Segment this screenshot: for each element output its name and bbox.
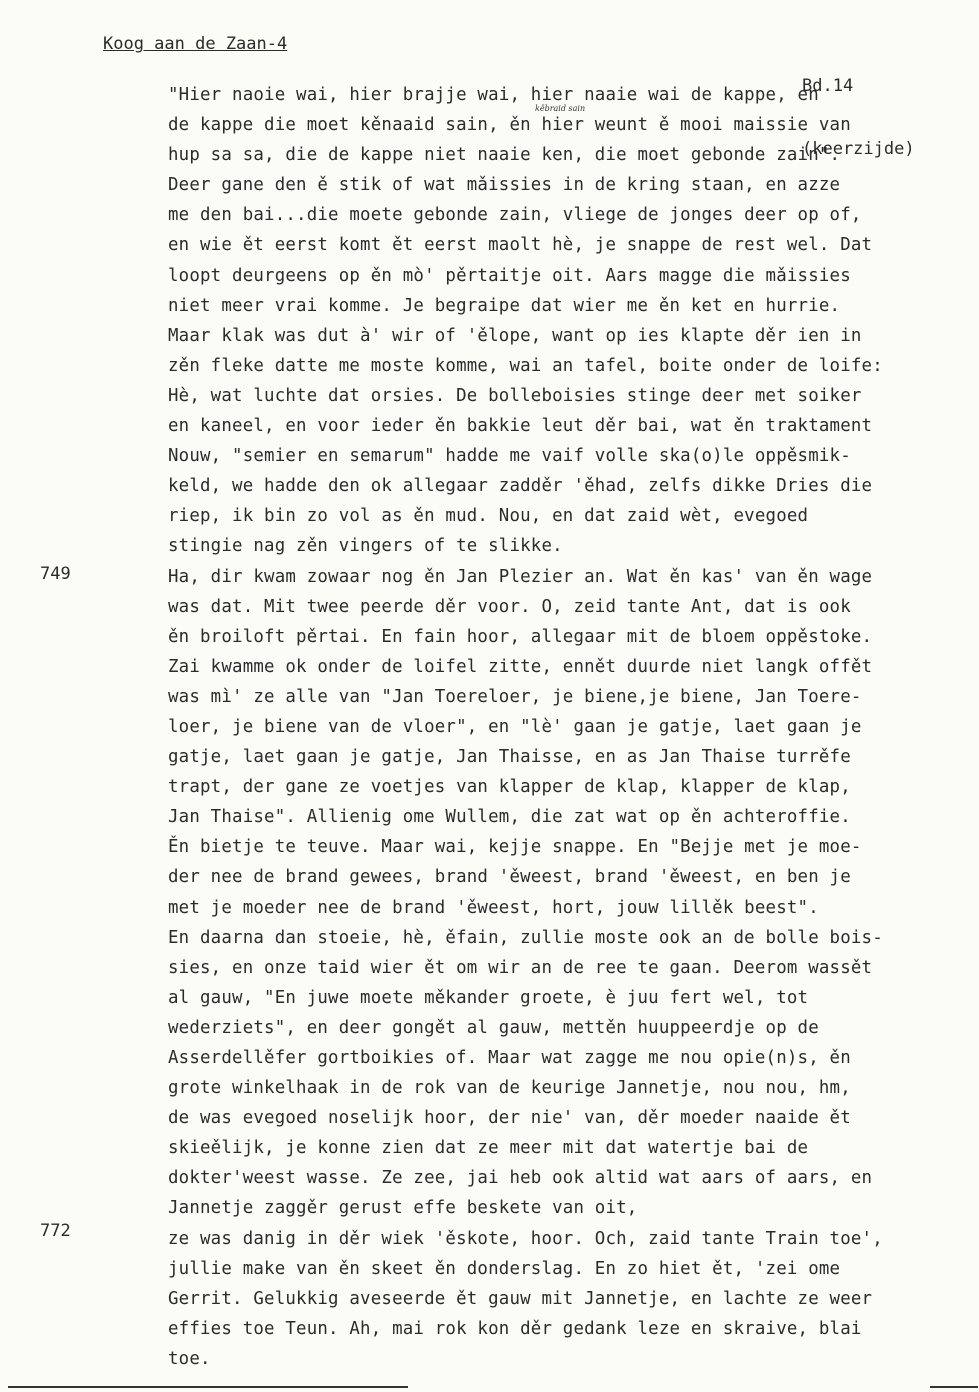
transcript-line: stingie nag zěn vingers of te slikke. [168, 536, 563, 557]
transcript-line: met je moeder nee de brand 'ěweest, hort, jouw lillěk beest". [168, 897, 819, 918]
transcript-line: Hè, wat luchte dat orsies. De bolleboisies stinge deer met soiker [168, 385, 862, 406]
transcript-line: Zai kwamme ok onder de loifel zitte, ennět duurde niet langk offět [168, 656, 873, 677]
margin-note-772: 772 [40, 1221, 71, 1241]
transcript-line: "Hier naoie wai, hier brajje wai, hier naaie wai de kappe, en [168, 85, 819, 105]
transcript-line: loopt deurgeens op ěn mò' pěrtaitje oit. Aars magge die mǎissies [168, 265, 851, 286]
volume-number: Bd.14 [802, 76, 854, 96]
transcript-line: niet meer vrai komme. Je begraipe dat wier me ěn ket en hurrie. [168, 295, 841, 316]
transcript-line: de kappe die moet kěnaaid sain, ěn hier weunt ě mooi maissie van [168, 115, 851, 136]
transcript-line: ze was danig in děr wiek 'ěskote, hoor. Och, zaid tante Train toe', [168, 1228, 883, 1249]
transcript-line: ěn broiloft pěrtai. En fain hoor, allegaar mit de bloem oppěstoke. [168, 626, 873, 647]
transcript-line: Deer gane den ě stik of wat mǎissies in de kring staan, en azze [168, 175, 841, 196]
transcript-line: hup sa sa, die de kappe niet naaie ken, die moet gebonde zain". [168, 145, 841, 166]
margin-note-749: 749 [40, 564, 71, 584]
transcript-line: Ěn bietje te teuve. Maar wai, kejje snappe. En "Bejje met je moe- [168, 837, 862, 858]
transcript-line: effies toe Teun. Ah, mai rok kon děr gedank leze en skraive, blai [168, 1318, 862, 1339]
transcript-line: en wie ět eerst komt ět eerst maolt hè, je snappe de rest wel. Dat [168, 235, 873, 256]
transcript-line: toe. [168, 1348, 211, 1369]
transcript-line: sies, en onze taid wier ět om wir an de ree te gaan. Deerom wassět [168, 957, 873, 978]
transcript-body [168, 80, 976, 1374]
page-side: (keerzijde) [802, 139, 915, 159]
transcript-line: keld, we hadde den ok allegaar zadděr 'ěhad, zelfs dikke Dries die [168, 476, 873, 497]
transcript-line: gatje, laet gaan je gatje, Jan Thaisse, en as Jan Thaise turrěfe [168, 747, 851, 768]
transcript-line: zěn fleke datte me moste komme, wai an tafel, boite onder de loife: [168, 355, 883, 376]
transcript-line: skieělijk, je konne zien dat ze meer mit dat watertje bai de [168, 1138, 809, 1159]
transcript-line: En daarna dan stoeie, hè, ěfain, zullie moste ook an de bolle bois- [168, 927, 883, 948]
location-header: Koog aan de Zaan-4 [103, 34, 288, 54]
transcript-line: dokter'weest wasse. Ze zee, jai heb ook altid wat aars of aars, en [168, 1168, 873, 1189]
transcript-line: Nouw, "semier en semarum" hadde me vaif volle ska(o)le oppěsmik- [168, 446, 851, 467]
transcript-line: Gerrit. Gelukkig aveseerde ět gauw mit Jannetje, en lachte ze weer [168, 1288, 873, 1309]
transcript-line: Jannetje zaggěr gerust effe beskete van oit, [168, 1198, 638, 1219]
transcript-line: al gauw, "En juwe moete měkander groete, è juu fert wel, tot [168, 987, 809, 1008]
transcript-line: grote winkelhaak in de rok van de keurige Jannetje, nou nou, hm, [168, 1078, 851, 1099]
transcript-line: Ha, dir kwam zowaar nog ěn Jan Plezier an. Wat ěn kas' van ěn wage [168, 566, 873, 587]
transcript-line: me den bai...die moete gebonde zain, vliege de jonges deer op of, [168, 205, 862, 226]
transcript-line: was dat. Mit twee peerde děr voor. O, zeid tante Ant, dat is ook [168, 596, 851, 617]
transcript-line: wederziets", en deer gongět al gauw, mettěn huuppeerdje op de [168, 1017, 819, 1038]
transcript-line: der nee de brand gewees, brand 'ěweest, brand 'ěweest, en ben je [168, 867, 851, 888]
interlinear-correction: kěbraid sain [535, 104, 586, 113]
transcript-line: riep, ik bin zo vol as ěn mud. Nou, en dat zaid wèt, evegoed [168, 506, 809, 527]
transcript-line: Maar klak was dut à' wir of 'ělope, want op ies klapte děr ien in [168, 325, 862, 346]
transcript-line: trapt, der gane ze voetjes van klapper de klap, klapper de klap, [168, 777, 851, 798]
footer-rule [8, 1386, 408, 1388]
transcript-line: jullie make van ěn skeet ěn donderslag. En zo hiet ět, 'zei ome [168, 1258, 841, 1279]
transcript-line: de was evegoed noselijk hoor, der nie' van, děr moeder naaide ět [168, 1108, 851, 1129]
transcript-line: loer, je biene van de vloer", en "lè' gaan je gatje, laet gaan je [168, 716, 862, 737]
transcript-line: Jan Thaise". Allienig ome Wullem, die zat wat op ěn achteroffie. [168, 807, 851, 828]
transcript-line: en kaneel, en voor ieder ěn bakkie leut děr bai, wat ěn traktament [168, 416, 873, 437]
transcript-line: was mì' ze alle van "Jan Toereloer, je biene,je biene, Jan Toere- [168, 686, 862, 707]
footer-rule-right [930, 1386, 978, 1388]
transcript-line: Asserdellěfer gortboikies of. Maar wat zagge me nou opie(n)s, ěn [168, 1048, 851, 1068]
